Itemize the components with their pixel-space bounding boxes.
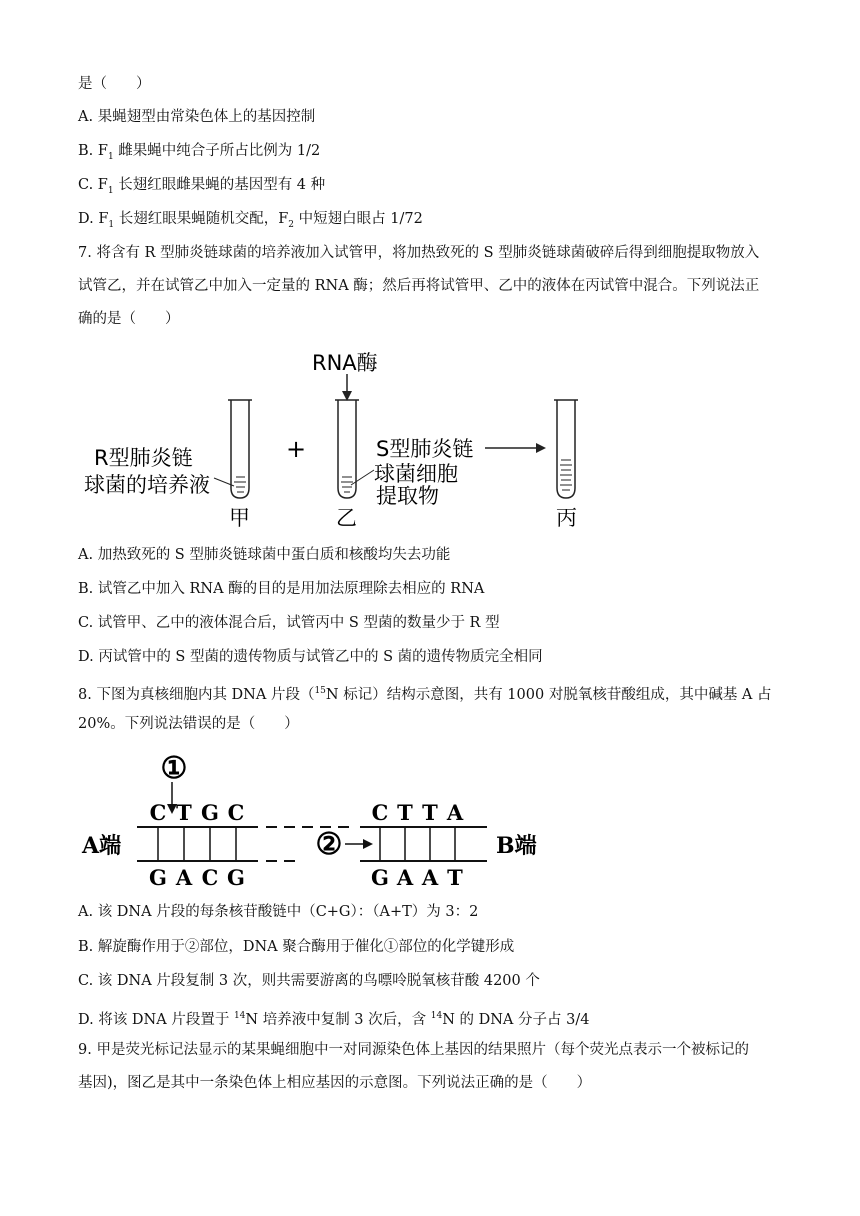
q6-option-a: A. 果蝇翅型由常染色体上的基因控制 — [78, 109, 316, 125]
base-label: G — [149, 865, 167, 890]
q7-stem-line-2: 试管乙，并在试管乙中加入一定量的 RNA 酶；然后再将试管甲、乙中的液体在丙试管中混合。下列说法正 — [78, 278, 760, 294]
q8-option-a: A. 该 DNA 片段的每条核苷酸链中（C+G）：（A+T）为 3：2 — [78, 904, 479, 920]
base-label: G — [371, 865, 389, 890]
tube-a — [228, 400, 252, 498]
culture-label-line-1: R型肺炎链 — [94, 446, 193, 470]
tube-c — [554, 400, 578, 498]
extract-label-line-1: S型肺炎链 — [376, 437, 474, 461]
q9-stem-line-2: 基因)，图乙是其中一条染色体上相应基因的示意图。下列说法正确的是（ ） — [78, 1075, 592, 1091]
base-label: G — [227, 865, 245, 890]
extract-pointer-line — [351, 470, 374, 485]
q7-option-b: B. 试管乙中加入 RNA 酶的目的是用加法原理除去相应的 RNA — [78, 581, 485, 597]
base-label: T — [447, 865, 463, 890]
marker-2-label: ② — [315, 827, 343, 862]
q6-option-d: D. $F_1$ 长翅红眼果蝇随机交配，$F_2$ 中短翅白眼占 1/72 — [78, 211, 423, 230]
base-label: G — [201, 800, 219, 825]
extract-label-line-3: 提取物 — [376, 484, 439, 508]
q8-option-b: B. 解旋酶作用于②部位，DNA 聚合酶用于催化①部位的化学键形成 — [78, 939, 515, 955]
q6-option-c: C. $F_1$ 长翅红眼雌果蝇的基因型有 4 种 — [78, 177, 326, 196]
q7-option-a: A. 加热致死的 S 型肺炎链球菌中蛋白质和核酸均失去功能 — [78, 547, 451, 563]
transformation-experiment-figure — [0, 0, 860, 540]
q7-stem-line-3: 确的是（ ） — [78, 311, 180, 327]
tube-b-label: 乙 — [336, 506, 357, 530]
marker-1-label: ① — [160, 751, 188, 786]
q7-option-d: D. 丙试管中的 S 型菌的遗传物质与试管乙中的 S 菌的遗传物质完全相同 — [78, 649, 543, 665]
tube-b — [335, 400, 359, 498]
base-label: A — [446, 800, 464, 825]
base-label: C — [371, 800, 389, 825]
base-label: C — [201, 865, 219, 890]
base-label: A — [421, 865, 439, 890]
plus-sign: + — [286, 435, 307, 463]
mixing-arrowhead — [536, 443, 546, 453]
q9-stem-line-1: 9. 甲是荧光标记法显示的某果蝇细胞中一对同源染色体上基因的结果照片（每个荧光点表示一个被标记的 — [78, 1042, 749, 1058]
q7-option-c: C. 试管甲、乙中的液体混合后，试管丙中 S 型菌的数量少于 R 型 — [78, 615, 500, 631]
q8-stem-line-1: 8. 下图为真核细胞内其 DNA 片段（$^{15}$N 标记）结构示意图，共有 1000 对脱氧核苷酸组成，其中碱基 A 占 — [78, 686, 772, 703]
base-label: T — [176, 800, 192, 825]
b-end-label: B端 — [496, 833, 537, 859]
a-end-label: A端 — [82, 833, 122, 859]
q6-stem-end: 是（ ） — [78, 76, 151, 92]
base-label: C — [149, 800, 167, 825]
marker-2-arrowhead — [363, 839, 373, 849]
base-label: T — [397, 800, 413, 825]
q8-stem-line-2: 20%。下列说法错误的是（ ） — [78, 716, 299, 732]
q7-stem-line-1: 7. 将含有 R 型肺炎链球菌的培养液加入试管甲，将加热致死的 S 型肺炎链球菌破碎后得到细胞提取物放入 — [78, 245, 760, 261]
base-label: A — [396, 865, 414, 890]
rna-enzyme-label: RNA酶 — [312, 351, 378, 375]
base-label: C — [227, 800, 245, 825]
extract-label-line-2: 球菌细胞 — [374, 462, 458, 486]
q8-option-c: C. 该 DNA 片段复制 3 次，则共需要游离的鸟嘌呤脱氧核苷酸 4200 个 — [78, 973, 540, 989]
q8-option-d: D. 将该 DNA 片段置于 $^{14}$N 培养液中复制 3 次后，含 $^{14}$N 的 DNA 分子占 3/4 — [78, 1011, 590, 1028]
culture-label-line-2: 球菌的培养液 — [84, 473, 210, 497]
dna-fragment-figure — [0, 750, 860, 895]
tube-c-label: 丙 — [556, 506, 577, 530]
base-label: T — [422, 800, 438, 825]
tube-a-label: 甲 — [229, 506, 250, 530]
q6-option-b: B. $F_1$ 雌果蝇中纯合子所占比例为 1/2 — [78, 143, 321, 162]
base-label: A — [175, 865, 193, 890]
